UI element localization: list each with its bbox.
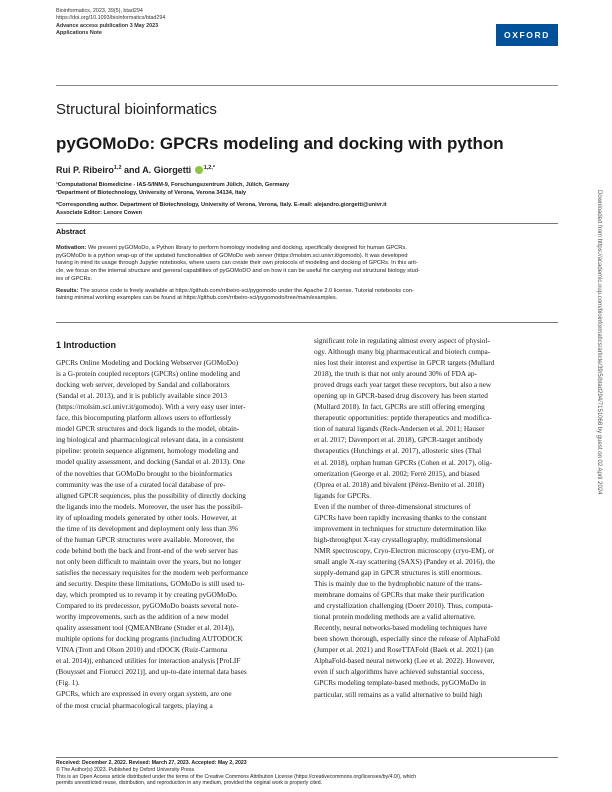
results-label: Results: xyxy=(56,287,79,294)
text-line: (Jumper et al. 2021) and RoseTTAFold (Baek et al. 2021) (an xyxy=(314,645,494,655)
right-column xyxy=(314,335,558,700)
received-dates: Received: December 2, 2022. Revised: March 27, 2023. Accepted: May 2, 2023 xyxy=(56,760,247,766)
article-title: pyGOMoDo: GPCRs modeling and docking with python xyxy=(56,134,504,153)
text-line: community was the use of a curated local database of pre- xyxy=(56,479,226,489)
text-line: (https://molsim.sci.univr.it/gomodo). With a very easy user inter- xyxy=(56,402,246,412)
top-divider xyxy=(56,85,558,86)
text-line: GPCRs modeling template-based methods, pyGOMoDo in xyxy=(314,678,486,688)
copyright: © The Author(s) 2023. Published by Oxford University Press. xyxy=(56,766,196,773)
text-line: proved drugs each year target these receptors, but also a new xyxy=(314,380,492,390)
text-line: Even if the number of three-dimensional structures of xyxy=(314,501,471,511)
text-line: multiple options for docking programs (including AUTODOCK xyxy=(56,634,243,644)
author-conjunction: and xyxy=(121,165,143,175)
text-line: aligned GPCR sequences, plus the possibility of directly docking xyxy=(56,490,246,500)
author-name: Rui P. Ribeiro xyxy=(56,165,114,175)
affiliation-line: ²Department of Biotechnology, University of Verona, Verona 34134, Italy xyxy=(56,190,247,197)
text-line: Recently, neural networks-based modeling techniques have xyxy=(314,623,487,633)
text-line: small angle X-ray scattering (SAXS) (Pandey et al. 2016), the xyxy=(314,556,495,566)
text-line: and crystallization challenging (Doerr 2010). Thus, computa- xyxy=(314,601,493,611)
correspondence: *Corresponding author. Department of Biotechnology, University of Verona, Verona, Italy. E-mail: alejandro.giorgetti@univr.it xyxy=(56,201,387,208)
text-line: the ligands into the models. Moreover, the user has the possibil- xyxy=(56,501,243,511)
author-list xyxy=(56,165,215,175)
text-line: satisfies the necessary requisites for the modern web performance xyxy=(56,567,249,577)
text-line: of the human GPCR structures were available. Moreover, the xyxy=(56,534,235,544)
text-line: is a G-protein coupled receptors (GPCRs) online modeling and xyxy=(56,369,241,379)
text-line: particular, still remains as a valid alternative to build high xyxy=(314,689,483,699)
footer-divider xyxy=(56,757,558,758)
text-line: the time of its development and deployment only less than 3% xyxy=(56,523,238,533)
subject-category: Structural bioinformatics xyxy=(56,101,217,118)
oxford-logo: OXFORD xyxy=(496,24,558,46)
abstract-line: ies of GPCRs. xyxy=(56,275,93,282)
text-line: 2018), the truth is that not only around 30% of FDA ap- xyxy=(314,369,477,379)
text-line: therapeutics (Hutchings et al. 2017), allosteric sites (Thal xyxy=(314,446,482,456)
text-line: ogy. Although many big pharmaceutical and biotech compa- xyxy=(314,347,491,357)
text-line: GPCRs, which are expressed in every organ system, are one xyxy=(56,689,232,699)
text-line: high-throughput X-ray crystallography, multidimensional xyxy=(314,534,482,544)
text-line: opening up in GPCR-based drug discovery has been started xyxy=(314,391,488,401)
abstract-body xyxy=(56,245,558,303)
text-line: improvement in techniques for structure determination like xyxy=(314,523,487,533)
text-line: (Fig. 1). xyxy=(56,678,80,688)
text-line: ity of uploading models generated by other tools. However, at xyxy=(56,512,237,522)
abstract-results xyxy=(56,288,558,303)
abstract-line: taining minimal working examples can be found at https://github.com/rribeiro-sci/pygomodo/tree/main/examples. xyxy=(56,295,338,302)
text-line: (Oprea et al. 2018) and bivalent (Pérez-Benito et al. 2018) xyxy=(314,479,484,489)
text-line: supply-demand gap in GPCR structures is still enormous. xyxy=(314,567,482,577)
text-line: of the most crucial pharmacological targets, playing a xyxy=(56,700,213,710)
text-line: docking web server, developed by Sandal and collaborators xyxy=(56,380,230,390)
text-line: tional protein modeling methods are a valid alternative. xyxy=(314,612,476,622)
doi-line[interactable]: https://doi.org/10.1093/bioinformatics/btad294 xyxy=(56,15,166,22)
author-affil-sup: 1,2,* xyxy=(203,165,216,171)
footer xyxy=(56,760,558,787)
text-line: ing biological and pharmacological relevant data, in a consistent xyxy=(56,435,244,445)
download-side-note: Downloaded from https://academic.oup.com/bioinformatics/article/39/5/btad294/7151068 by guest on 02 April 2024 xyxy=(596,190,602,495)
text-line: model quality assessment, and docking (Sandal et al. 2013). One xyxy=(56,457,245,467)
associate-editor: Associate Editor: Lenore Cowen xyxy=(56,210,143,217)
text-line: GPCRs have been rapidly increasing thanks to the constant xyxy=(314,512,487,522)
text-line: pipeline: protein sequence alignment, homology modeling and xyxy=(56,446,239,456)
article-type: Applications Note xyxy=(56,30,102,37)
motivation-label: Motivation: xyxy=(56,245,87,251)
affiliation-line: ¹Computational Biomedicine - IAS-5/INM-9, Forschungszentrum Jülich, Jülich, Germany xyxy=(56,182,290,188)
abstract-line: pyGOMoDo is a python wrap-up of the updated functionalities of GOMoDo web server (https://molsim.sci.univr.it/gomodo). It was developed xyxy=(56,252,408,259)
right-column-text xyxy=(314,335,558,700)
author-affil-sup: 1,2 xyxy=(113,165,122,171)
text-line: therapeutic opportunities: peptide therapeutics and modifica- xyxy=(314,413,492,423)
abstract-bottom-divider xyxy=(56,322,558,323)
text-line: ligands for GPCRs. xyxy=(314,490,371,500)
text-line: (Sandal et al. 2013), and it is publicly available since 2013 xyxy=(56,391,228,401)
text-line: model GPCR structures and dock ligands to the model, obtain- xyxy=(56,424,240,434)
abstract-line: having in mind its usage through Jupyter notebooks, where users can create their own protocols of modeling and docking of GPCRs. In this arti- xyxy=(56,260,418,267)
text-line: nies lost their interest and expertise in GPCR targets (Mullard xyxy=(314,358,495,368)
text-line: et al. 2014)), enhanced utilities for interaction analysis [ProLIF xyxy=(56,656,241,666)
text-line: VINA (Trott and Olson 2010) and rDOCK (Ruiz-Carmona xyxy=(56,645,228,655)
text-line: NMR spectroscopy, Cryo-Electron microscopy (cryo-EM), or xyxy=(314,545,495,555)
text-line: This is mainly due to the hydrophobic nature of the trans- xyxy=(314,579,483,589)
text-line: significant role in regulating almost every aspect of physiol- xyxy=(314,336,490,345)
text-line: quality assessment tool (QMEANBrane (Studer et al. 2014)), xyxy=(56,623,235,633)
text-line: been shown thorough, especially since the release of AlphaFold xyxy=(314,634,500,644)
text-line: et al. 2017; Davenport et al. 2018), GPCR-target antibody xyxy=(314,435,484,445)
abstract-heading: Abstract xyxy=(56,227,86,236)
text-line: GPCRs Online Modeling and Docking Webserver (GOMoDo) xyxy=(56,358,239,368)
section-heading: 1 Introduction xyxy=(56,340,116,350)
text-line: not only been difficult to maintain over the years, but no longer xyxy=(56,556,242,566)
advance-access-line: Advance access publication 3 May 2023 xyxy=(56,22,159,29)
text-line: of the novelties that GOMoDo brought to the bioinformatics xyxy=(56,468,233,478)
text-line: (Bouysset and Fiorucci 2021)], and up-to-date internal data bases xyxy=(56,667,247,677)
text-line: Compared to its predecessor, pyGOMoDo boasts several note- xyxy=(56,601,239,611)
text-line: face, this biocomputing platform allows users to effortlessly xyxy=(56,413,232,423)
text-line: AlphaFold-based neural network) (Lee et al. 2022). However, xyxy=(314,656,495,666)
author-name: A. Giorgetti xyxy=(142,165,192,175)
license-line: This is an Open Access article distributed under the terms of the Creative Commons Attribution License (https://creativecommons.org/licenses/by/4.0/), which xyxy=(56,773,417,780)
text-line: omerization (George et al. 2002; Ferré 2015), and biased xyxy=(314,468,480,478)
left-column-text xyxy=(56,357,300,711)
text-line: and security. Despite these limitations, GOMoDo is still used to- xyxy=(56,578,245,588)
abstract-motivation xyxy=(56,245,558,284)
text-line: code behind both the back and front-end of the web server has xyxy=(56,545,238,555)
license-line: permits unrestricted reuse, distribution, and reproduction in any medium, provided the original work is properly cited. xyxy=(56,780,323,787)
text-line: day, which prompted us to revamp it by creating pyGOMoDo. xyxy=(56,590,238,600)
affiliations xyxy=(56,181,558,218)
abstract-line: We present pyGOMoDo, a Python library to perform homology modeling and docking, specifically designed for human GPCRs. xyxy=(87,245,407,251)
abstract-line: The source code is freely available at https://github.com/rribeiro-sci/pygomodo under the Apache 2.0 license. Tutorial notebooks con- xyxy=(79,287,414,294)
text-line: et al. 2018), orphan human GPCRs (Cohen et al. 2017), olig- xyxy=(314,457,492,467)
text-line: (Mullard 2018). In fact, GPCRs are still offering emerging xyxy=(314,402,485,412)
abstract-top-divider xyxy=(56,223,558,224)
text-line: worthy improvements, such as the addition of a new model xyxy=(56,612,229,622)
text-line: tion of natural ligands (Reck-Andersen et al. 2011; Hauser xyxy=(314,424,485,434)
abstract-line: cle, we focus on the internal structure and general capabilities of pyGOMoDO and on how it can be useful for carrying out structural biology stud- xyxy=(56,268,420,275)
text-line: even if such algorithms have achieved substantial success, xyxy=(314,667,485,677)
text-line: membrane domains of GPCRs that make their purification xyxy=(314,590,485,600)
orcid-icon[interactable] xyxy=(195,166,203,174)
header-meta xyxy=(56,8,165,38)
left-column xyxy=(56,340,300,711)
journal-line: Bioinformatics, 2023, 39(5), btad294 xyxy=(56,8,143,14)
